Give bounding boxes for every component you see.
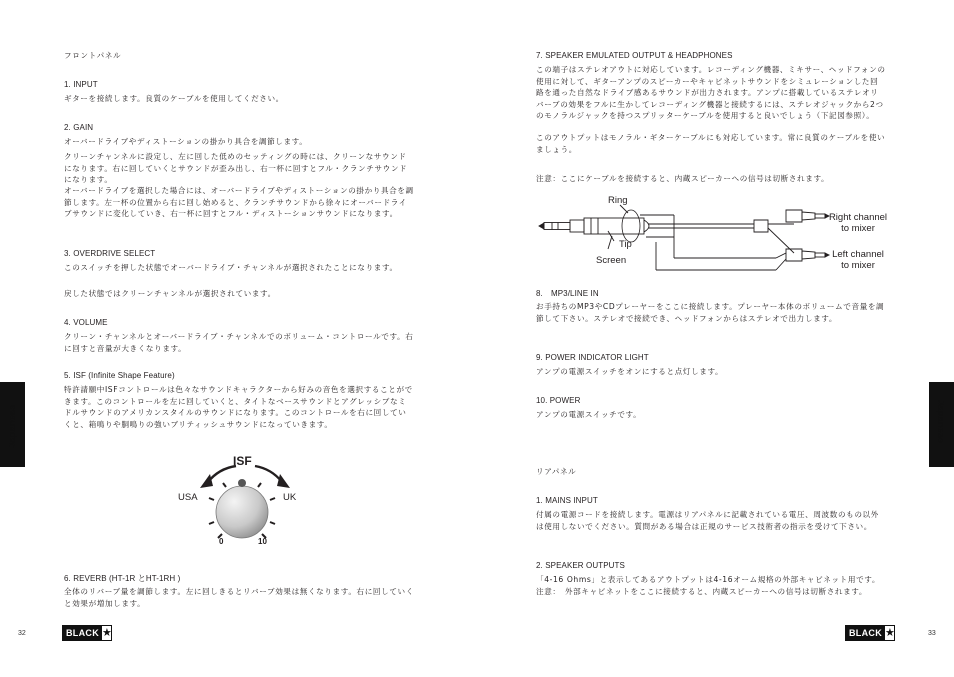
reverb-heading: 6. REVERB (HT-1R とHT-1RH ) xyxy=(64,574,181,583)
knob-max-label: 10 xyxy=(258,537,267,546)
left-logo-word: BLACK xyxy=(63,626,102,640)
power-text: アンプの電源スイッチです。 xyxy=(536,410,642,419)
mains-input-text: 付属の電源コードを接続します。電源はリアパネルに記載されている電圧、周波数のもの以外は使用しないでください。質問がある場合は正規のサービス技術者の指示を受けて下さい。 xyxy=(536,510,879,531)
diagram-screen-label: Screen xyxy=(596,255,627,266)
star-icon: ★ xyxy=(102,626,112,639)
diagram-right-channel-label xyxy=(820,212,896,234)
splitter-cable-diagram xyxy=(536,193,896,273)
diagram-left-channel-label xyxy=(820,249,896,271)
left-black-star-logo xyxy=(62,625,112,641)
right-page-number: 33 xyxy=(928,630,936,637)
overdrive-select-text-2: 戻した状態ではクリーンチャンネルが選択されています。 xyxy=(64,289,276,298)
speaker-emulated-heading: 7. SPEAKER EMULATED OUTPUT & HEADPHONES xyxy=(536,51,733,60)
gain-text-1: オーバードライブやディストーションの掛かり具合を調節します。 xyxy=(64,137,308,146)
front-panel-title: フロントパネル xyxy=(64,51,122,60)
left-language-tab-label: Japanese xyxy=(7,404,17,448)
diagram-tip-label: Tip xyxy=(619,239,632,250)
right-logo-word: BLACK xyxy=(846,626,885,640)
isf-heading: 5. ISF (Infinite Shape Feature) xyxy=(64,371,175,380)
knob-left-arrowhead xyxy=(200,474,213,488)
input-heading: 1. INPUT xyxy=(64,80,98,89)
knob-uk-label: UK xyxy=(283,492,297,503)
power-heading: 10. POWER xyxy=(536,396,581,405)
knob-min-label: 0 xyxy=(219,537,224,546)
knob-usa-label: USA xyxy=(178,492,198,503)
isf-text: 特許請願中ISFコントロールは色々なサウンドキャラクターから好みの音色を選択することができます。このコントロールを左に回していくと、タイトなベースサウンドとアグレッシブなミドルサウンドのアメリカンスタイルのサウンドになります。このコントロールを右に回していくと、箱鳴りや胴鳴りの強いブリティッシュサウンドになっていきます。 xyxy=(64,385,413,429)
gain-text-2: クリーンチャンネルに設定し、左に回した低めのセッティングの時には、クリーンなサウンドになります。右に回していくとサウンドが歪み出し、右一杯に回すとフル・クランチサウンドになります。 xyxy=(64,152,408,185)
diagram-right-channel-line2: to mixer xyxy=(841,223,875,234)
volume-heading: 4. VOLUME xyxy=(64,318,108,327)
knob-body xyxy=(216,486,268,538)
diagram-ring-label: Ring xyxy=(608,195,628,206)
gain-text-3: オーバードライブを選択した場合には、オーバードライブやディストーションの掛かり具合を調節します。左一杯の位置から右に回し始めると、クランチサウンドから徐々にオーバードライブサウンドに変化していき、右一杯に回すとフル・ディストーションサウンドになります。 xyxy=(64,186,414,219)
star-icon: ★ xyxy=(885,626,895,639)
power-indicator-text: アンプの電源スイッチをオンにすると点灯します。 xyxy=(536,367,724,376)
gain-heading: 2. GAIN xyxy=(64,123,94,132)
knob-left-arrow-arc xyxy=(208,466,236,482)
reverb-text: 全体のリバーブ量を調節します。左に回しきるとリバーブ効果は無くなります。右に回していくと効果が増加します。 xyxy=(64,587,414,608)
speaker-outputs-text: 「4-16 Ohms」と表示してあるアウトプットは4-16オーム規格の外部キャビネット用です。注意： 外部キャビネットをここに接続すると、内蔵スピーカーへの信号は切断されます。 xyxy=(536,575,881,596)
overdrive-select-heading: 3. OVERDRIVE SELECT xyxy=(64,249,156,258)
right-language-tab-label: Japanese xyxy=(936,400,946,444)
knob-right-arrow-arc xyxy=(255,466,282,482)
diagram-left-channel-line1: Left channel xyxy=(832,249,884,260)
knob-right-arrowhead xyxy=(277,474,290,488)
speaker-emulated-note: 注意：ここにケーブルを接続すると、内蔵スピーカーへの信号は切断されます。 xyxy=(536,174,830,183)
isf-knob-diagram xyxy=(170,452,310,552)
rear-panel-title: リアパネル xyxy=(536,467,577,476)
mains-input-heading: 1. MAINS INPUT xyxy=(536,496,598,505)
right-black-star-logo xyxy=(845,625,895,641)
input-text: ギターを接続します。良質のケーブルを使用してください。 xyxy=(64,94,284,103)
knob-pointer-cap xyxy=(238,479,246,487)
diagram-left-channel-line2: to mixer xyxy=(841,260,875,271)
power-indicator-heading: 9. POWER INDICATOR LIGHT xyxy=(536,353,649,362)
left-page-number: 32 xyxy=(18,630,26,637)
mp3-line-in-text: お手持ちのMP3やCDプレーヤーをここに接続します。プレーヤー本体のボリュームで音量を調節して下さい。ステレオで接続でき、ヘッドフォンからはステレオで出力します。 xyxy=(536,302,885,323)
speaker-emulated-text-1: この端子はステレオアウトに対応しています。レコーディング機器、ミキサー、ヘッドフォンの使用に対して、ギターアンプのスピーカーやキャビネットサウンドをシミュレーションした回路を通った自然なドライブ感あるサウンドが出力されます。アンプに搭載しているステレオリバーブの効果をフルに生かしてレコーディング機器と接続するには、ステレオジャックから2つのモノラルジャックを持つスプリッターケーブルを使用すると良いでしょう（下記図参照）。 xyxy=(536,65,886,121)
speaker-emulated-text-2: このアウトプットはモノラル・ギターケーブルにも対応しています。常に良質のケーブルを使いましょう。 xyxy=(536,133,886,154)
knob-title-label: ISF xyxy=(233,454,252,468)
mp3-line-in-heading: 8. MP3/LINE IN xyxy=(536,289,599,298)
overdrive-select-text-1: このスイッチを押した状態でオーバードライブ・チャンネルが選択されたことになります。 xyxy=(64,263,398,272)
speaker-outputs-heading: 2. SPEAKER OUTPUTS xyxy=(536,561,625,570)
diagram-right-channel-line1: Right channel xyxy=(828,212,888,223)
volume-text: クリーン・チャンネルとオーバードライブ・チャンネルでのボリューム・コントロールです。右に回すと音量が大きくなります。 xyxy=(64,332,414,353)
